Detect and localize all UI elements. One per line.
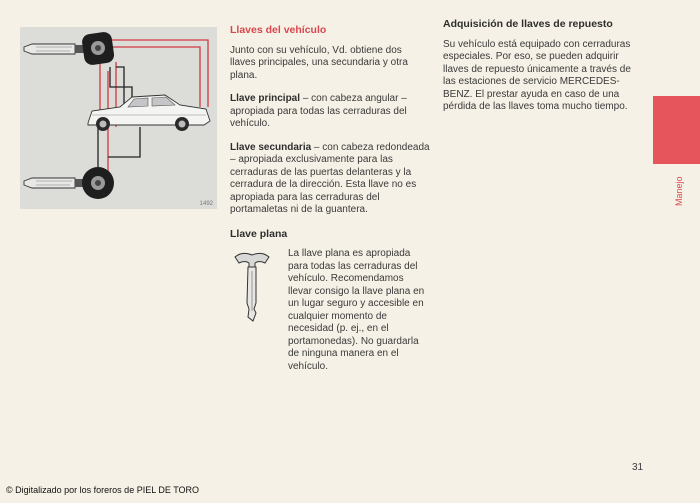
column-replacement [443, 18, 633, 125]
intro-paragraph: Junto con su vehículo, Vd. obtiene dos llaves principales, una secundaria y otra plana. [230, 44, 408, 81]
principal-key-paragraph [230, 93, 430, 131]
keys-illustration [20, 27, 217, 209]
car-icon [88, 95, 210, 131]
replacement-heading: Adquisición de llaves de repuesto [443, 18, 613, 30]
secondary-key-term: Llave secundaria [230, 141, 312, 153]
page-number: 31 [632, 462, 644, 473]
secondary-key-icon [24, 167, 114, 199]
section-title: Llaves del vehículo [230, 24, 327, 36]
flat-key-icon [232, 251, 272, 323]
flat-key-section [230, 248, 430, 373]
flat-key-paragraph: La llave plana es apropiada para todas las cerraduras del vehículo. Recomendamos llevar consigo la llave plana en un lugar seguro y accesible en cualquier momento de necesidad (p. ej., en el portamonedas). No guardarla de ninguna manera en el vehículo. [288, 248, 425, 372]
column-keys [230, 24, 430, 384]
secondary-key-text: – con cabeza redondeada – apropiada exclusivamente para las cerraduras de las puertas delanteras y la cerradura de la dirección. Esta llave no es apropiada para las cerraduras del portamaletas ni de la guantera. [230, 141, 430, 215]
section-tab-label: Manejo [674, 176, 684, 206]
figure-number: 1492 [199, 201, 213, 207]
principal-key-term: Llave principal [230, 93, 301, 104]
principal-key-icon [24, 31, 115, 66]
footer-credit: © Digitalizado por los foreros de PIEL DE TORO [6, 485, 200, 495]
replacement-paragraph: Su vehículo está equipado con cerraduras especiales. Por eso, se pueden adquirir llaves de repuesto únicamente a través de las estaciones de servicio MERCEDES-BENZ. El prestar ayuda en caso de una pérdida de las llaves toma mucho tiempo. [443, 38, 631, 112]
section-tab-marker [653, 96, 700, 164]
secondary-key-paragraph [230, 142, 430, 217]
keys-and-car-drawing [20, 27, 217, 209]
flat-key-heading: Llave plana [230, 227, 288, 240]
principal-key-text: – con cabeza angular – apropiada para todas las cerraduras del vehículo. [230, 93, 407, 129]
